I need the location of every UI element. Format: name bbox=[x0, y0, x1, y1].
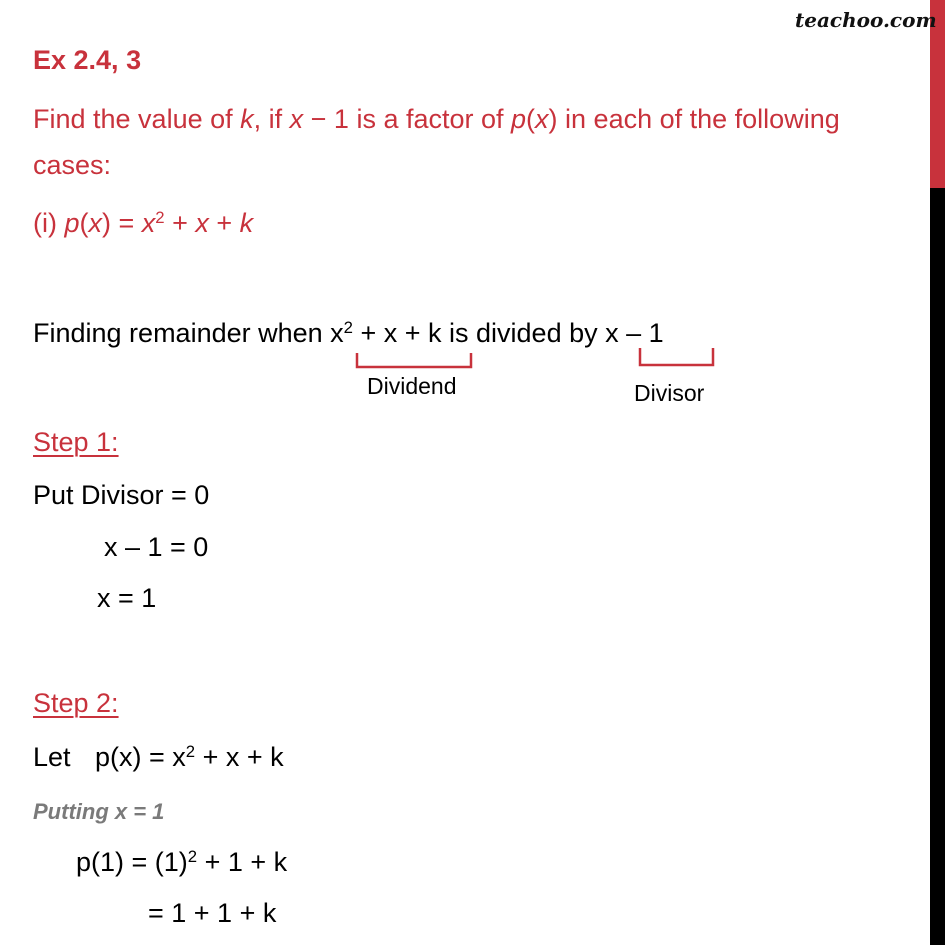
step-2-line-1: $p(x) = x^2 + x + k$ bbox=[95, 741, 284, 772]
step-1-heading: Step 1: bbox=[33, 427, 119, 457]
step-2-line-2: $p(1) = (1)^2 + 1 + k$ bbox=[76, 846, 288, 877]
step-2-line-3: = 1 + 1 + k bbox=[148, 898, 277, 928]
divisor-expression: x – 1 bbox=[605, 318, 664, 348]
exercise-title: Ex 2.4, 3 bbox=[33, 45, 142, 75]
step-1-line-2: x – 1 = 0 bbox=[104, 532, 209, 562]
step-2-let-label: Let bbox=[33, 742, 71, 772]
dividend-bracket bbox=[357, 353, 471, 367]
question-line-1: Find the value of k, if x − 1 is a factor of p(x) in each of the following bbox=[33, 104, 840, 134]
divisor-label: Divisor bbox=[634, 380, 705, 406]
teachoo-logo: teachoo.com bbox=[795, 8, 937, 32]
divisor-bracket bbox=[640, 348, 713, 365]
dividend-label: Dividend bbox=[367, 373, 457, 399]
question-part-i: (i) $p(x) = x^2 + x + k$ bbox=[33, 207, 254, 238]
intro-line: Finding remainder when $x^2 + x + k$ is divided by x – 1 bbox=[33, 317, 664, 348]
dividend-expression: $x^2 + x + k$ bbox=[330, 317, 442, 348]
step-2-heading: Step 2: bbox=[33, 688, 119, 718]
step-1-line-1: Put Divisor = 0 bbox=[33, 480, 210, 510]
putting-note: Putting x = 1 bbox=[33, 799, 165, 824]
step-1-line-3: x = 1 bbox=[97, 583, 157, 613]
question-line-2: cases: bbox=[33, 150, 112, 180]
